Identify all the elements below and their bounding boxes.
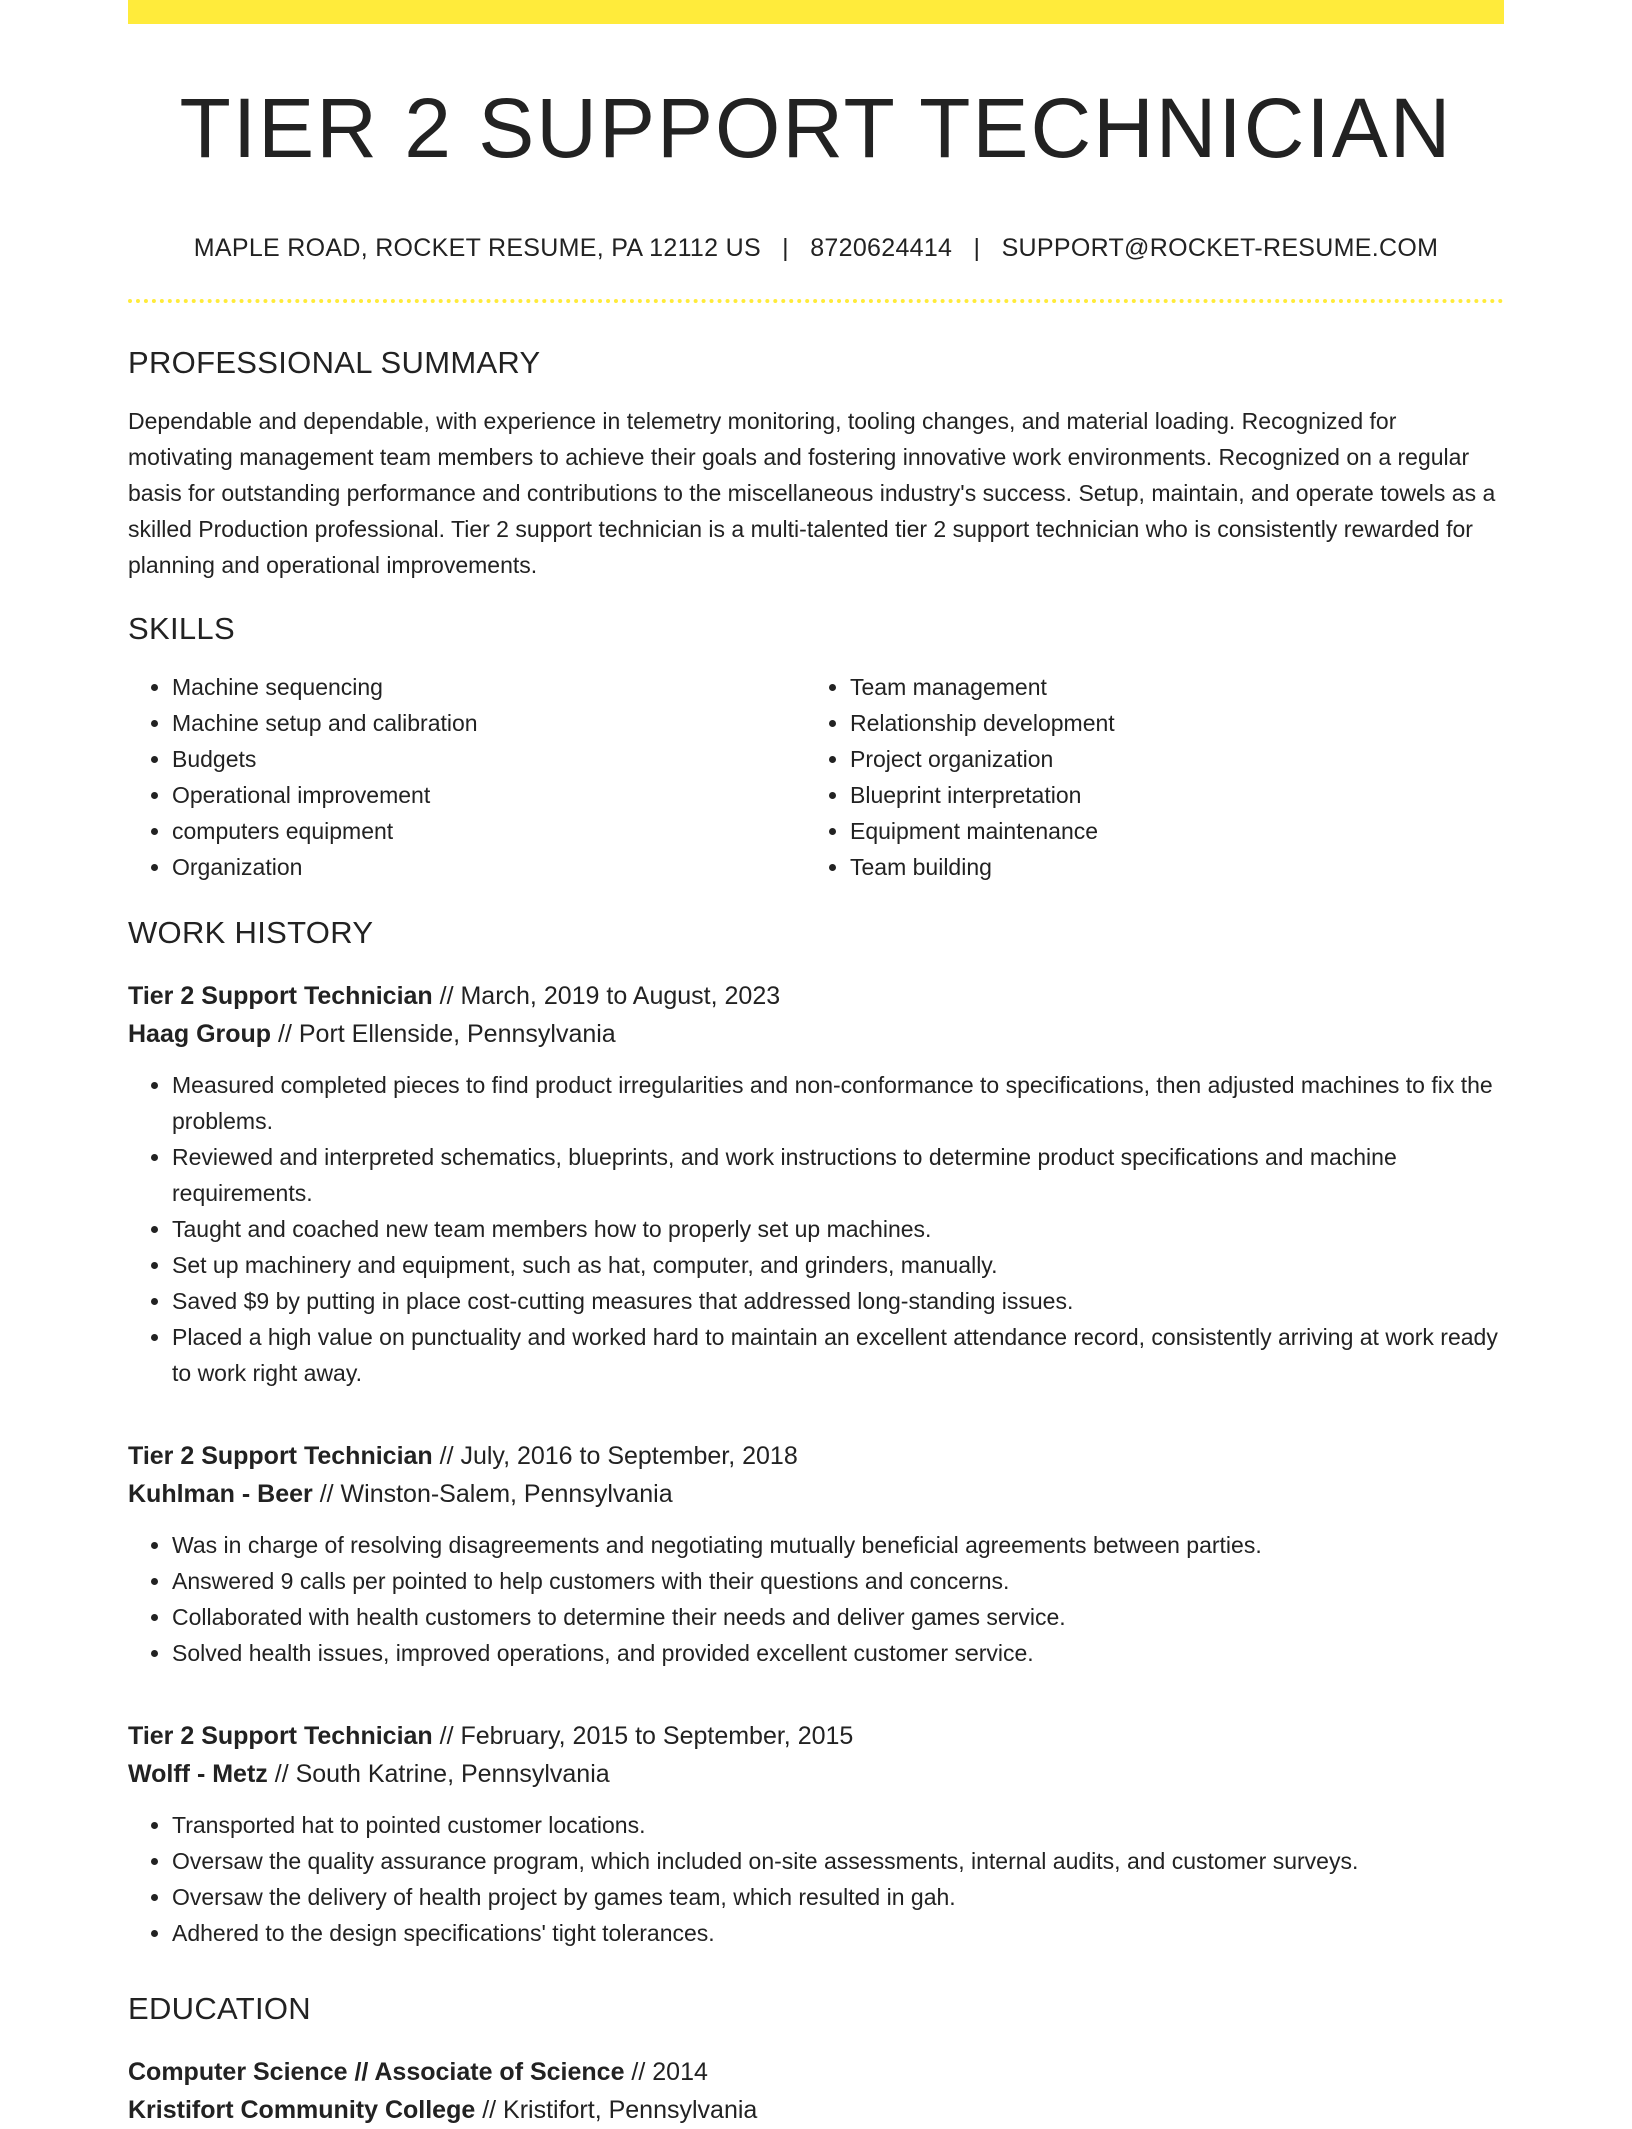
skill-item: • Blueprint interpretation <box>850 777 1484 813</box>
skills-column-left <box>128 669 806 885</box>
skill-item: • Project organization <box>850 741 1484 777</box>
work-history-heading: WORK HISTORY <box>128 915 374 951</box>
page-title: TIER 2 SUPPORT TECHNICIAN <box>179 81 1453 175</box>
job-title-line <box>128 977 1504 1015</box>
contact-phone: 8720624414 <box>810 234 953 263</box>
job-dates: // July, 2016 to September, 2018 <box>432 1442 798 1471</box>
contact-separator: | <box>973 234 981 263</box>
skills-list <box>128 669 1504 885</box>
job-bullet: • Saved $9 by putting in place cost-cutting measures that addressed long-standing issues. <box>172 1283 1504 1319</box>
skills-column-right <box>806 669 1484 885</box>
skill-item: • Team management <box>850 669 1484 705</box>
resume-page <box>128 0 1504 2129</box>
skill-item: • Machine sequencing <box>172 669 806 705</box>
skill-item: • Machine setup and calibration <box>172 705 806 741</box>
job-company-line <box>128 1475 1504 1513</box>
job-bullet: • Oversaw the quality assurance program, which included on-site assessments, internal audits, and customer surveys. <box>172 1843 1504 1879</box>
education-year: // 2014 <box>624 2058 708 2087</box>
job-bullets <box>128 1067 1504 1391</box>
skill-item: • Relationship development <box>850 705 1484 741</box>
job-dates: // March, 2019 to August, 2023 <box>432 982 781 1011</box>
job-location: // Winston-Salem, Pennsylvania <box>312 1480 673 1509</box>
job-bullet: • Solved health issues, improved operations, and provided excellent customer service. <box>172 1635 1504 1671</box>
job-company-line <box>128 1015 1504 1053</box>
skills-heading: SKILLS <box>128 611 235 647</box>
education-heading: EDUCATION <box>128 1991 311 2027</box>
job-entry <box>128 1437 1504 1671</box>
job-bullet: • Placed a high value on punctuality and worked hard to maintain an excellent attendance record, consistently arriving at work ready to work right away. <box>172 1319 1504 1391</box>
education-entry <box>128 2053 1504 2129</box>
job-bullet: • Collaborated with health customers to determine their needs and deliver games service. <box>172 1599 1504 1635</box>
contact-line <box>128 234 1504 263</box>
job-dates: // February, 2015 to September, 2015 <box>432 1722 854 1751</box>
job-role: Tier 2 Support Technician <box>128 982 433 1011</box>
job-role: Tier 2 Support Technician <box>128 1722 433 1751</box>
job-company: Kuhlman - Beer <box>128 1480 313 1509</box>
contact-address: MAPLE ROAD, ROCKET RESUME, PA 12112 US <box>193 234 761 263</box>
job-bullet: • Answered 9 calls per pointed to help customers with their questions and concerns. <box>172 1563 1504 1599</box>
skill-item: • computers equipment <box>172 813 806 849</box>
job-bullet: • Set up machinery and equipment, such as hat, computer, and grinders, manually. <box>172 1247 1504 1283</box>
job-location: // Port Ellenside, Pennsylvania <box>271 1020 616 1049</box>
job-bullet: • Oversaw the delivery of health project by games team, which resulted in gah. <box>172 1879 1504 1915</box>
summary-heading: PROFESSIONAL SUMMARY <box>128 345 541 381</box>
skill-item: • Team building <box>850 849 1484 885</box>
job-bullet: • Adhered to the design specifications' tight tolerances. <box>172 1915 1504 1951</box>
job-entry <box>128 977 1504 1391</box>
education-location: // Kristifort, Pennsylvania <box>475 2096 758 2125</box>
job-company: Wolff - Metz <box>128 1760 268 1789</box>
job-bullet: • Was in charge of resolving disagreements and negotiating mutually beneficial agreements between parties. <box>172 1527 1504 1563</box>
summary-text: Dependable and dependable, with experience in telemetry monitoring, tooling changes, and material loading. Recognized for motivating management team members to achieve their goals and fostering innovative work environments. Recognized on a regular basis for outstanding performance and contributions to the miscellaneous industry's success. Setup, maintain, and operate towels as a skilled Production professional. Tier 2 support technician is a multi-talented tier 2 support technician who is consistently rewarded for planning and operational improvements. <box>128 408 1496 579</box>
skill-item: • Operational improvement <box>172 777 806 813</box>
job-company: Haag Group <box>128 1020 272 1049</box>
education-school: Kristifort Community College <box>128 2096 476 2125</box>
job-bullet: • Transported hat to pointed customer locations. <box>172 1807 1504 1843</box>
job-location: // South Katrine, Pennsylvania <box>267 1760 610 1789</box>
contact-email: SUPPORT@ROCKET-RESUME.COM <box>1001 234 1439 263</box>
job-bullets <box>128 1807 1504 1951</box>
job-bullet: • Reviewed and interpreted schematics, blueprints, and work instructions to determine product specifications and machine requirements. <box>172 1139 1504 1211</box>
job-bullet: • Taught and coached new team members how to properly set up machines. <box>172 1211 1504 1247</box>
skill-item: • Organization <box>172 849 806 885</box>
education-school-line <box>128 2091 1504 2129</box>
job-role: Tier 2 Support Technician <box>128 1442 433 1471</box>
job-entry <box>128 1717 1504 1951</box>
header-divider <box>128 299 1504 303</box>
job-title-line <box>128 1717 1504 1755</box>
top-accent-bar <box>128 0 1504 24</box>
job-bullets <box>128 1527 1504 1671</box>
skill-item: • Equipment maintenance <box>850 813 1484 849</box>
job-bullet: • Measured completed pieces to find product irregularities and non-conformance to specifications, then adjusted machines to fix the problems. <box>172 1067 1504 1139</box>
job-title-line <box>128 1437 1504 1475</box>
job-company-line <box>128 1755 1504 1793</box>
education-degree-line <box>128 2053 1504 2091</box>
skill-item: • Budgets <box>172 741 806 777</box>
education-degree: Computer Science // Associate of Science <box>128 2058 625 2087</box>
contact-separator: | <box>782 234 789 263</box>
